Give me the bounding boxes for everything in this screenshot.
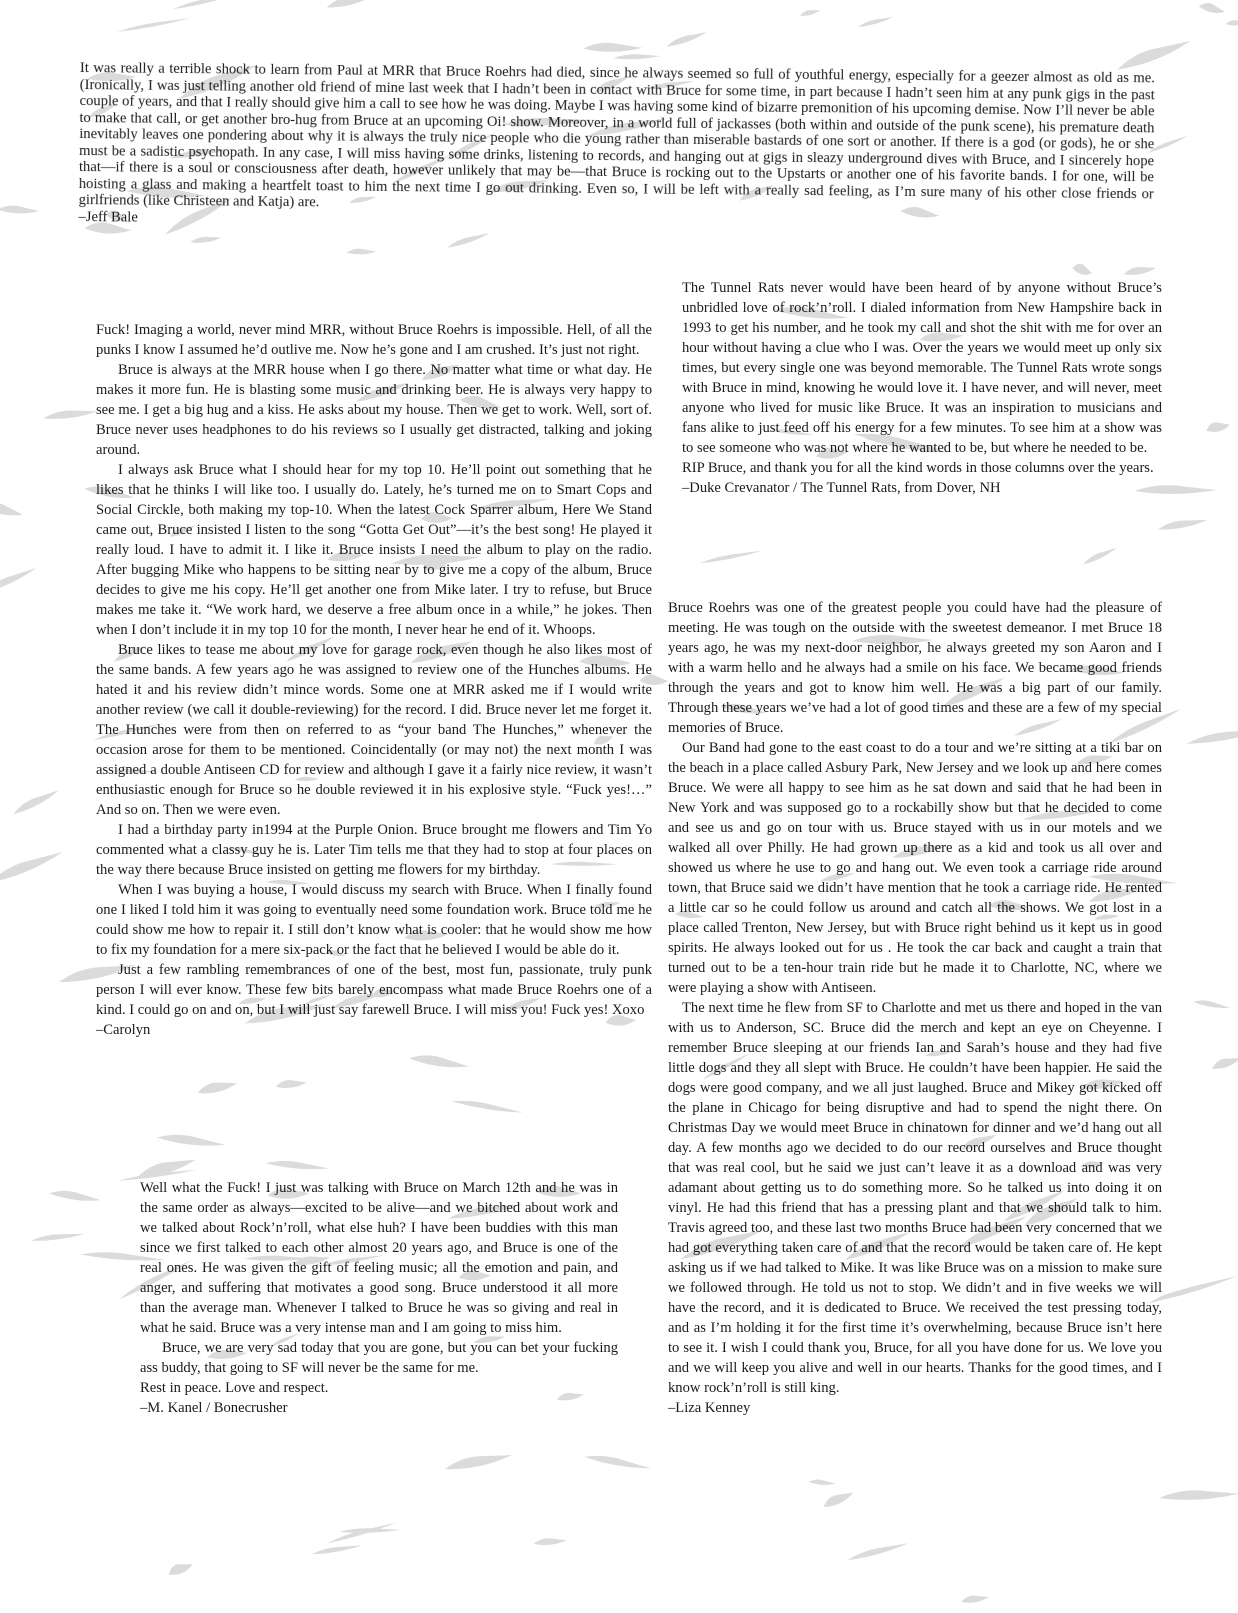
texture-stroke	[346, 247, 376, 255]
texture-stroke	[0, 845, 64, 887]
texture-stroke	[665, 28, 707, 50]
texture-stroke	[1225, 19, 1238, 27]
signature: –M. Kanel / Bonecrusher	[140, 1400, 288, 1416]
texture-stroke	[584, 1453, 652, 1470]
letter-duke-crevanator	[682, 278, 1162, 498]
closing-line: Rest in peace. Love and respect.	[140, 1380, 329, 1396]
texture-stroke	[0, 501, 24, 518]
texture-stroke	[533, 1536, 567, 1548]
texture-stroke	[326, 1520, 397, 1546]
texture-stroke	[1198, 2, 1226, 15]
texture-stroke	[1072, 262, 1094, 276]
texture-stroke	[157, 1133, 226, 1148]
texture-stroke	[166, 1558, 194, 1579]
signature: –Carolyn	[96, 1022, 151, 1038]
paragraph: The next time he flew from SF to Charlotte and met us there and hoped in the van with us to Anderson, SC. Bruce did the merch and kept an eye on Cheyenne. I remember Bruce sleeping at our friends Ian and Sarah’s house and they had five little dogs and they all slept with Bruce. He couldn’t have been happier. He said the dogs were good company, and we all just laughed. Bruce and Mikey got kicked off the plane in Chicago for being disruptive and had to spend the night there. On Christmas Day we would meet Bruce in chinatown for dinner and we’d hang out all day. A few months ago we decided to do our record ourselves and Bruce thought that was real cool, but he said we just can’t leave it as a download and was very adamant about getting us to do something more. So he talked us into doing it on vinyl. He had this friend that has a pressing plant and that we should talk to him. Travis agreed too, and these last two months Bruce had been very concerned that we had got everything taken care of and that the record would be taken care of. He kept asking us if we had talked to Mike. It was like Bruce was on a mission to make sure we followed through. He told us not to stop. We didn’t and in five weeks we will have the record, and it is dedicated to Bruce. We received the test pressing today, and as I’m holding it for the first time it’s overwhelming, because Bruce isn’t here to see it. I wish I could thank you, Bruce, for all you have done for us. We love you and we will keep you alive and well in our hearts. Thanks for the good times, and I know rock’n’roll is still king.	[668, 1000, 1162, 1396]
letter-m-kanel	[140, 1178, 618, 1418]
paragraph: RIP Bruce, and thank you for all the kind words in those columns over the years.	[682, 460, 1154, 476]
texture-stroke	[809, 1479, 836, 1485]
paragraph: I had a birthday party in1994 at the Purple Onion. Bruce brought me flowers and Tim Yo commented what a classy guy he is. Later Tim tells me that they had to stop at four places on the way there because Bruce insisted on getting me flowers for my birthday.	[96, 822, 652, 878]
texture-stroke	[1210, 1052, 1238, 1073]
paragraph: Well what the Fuck! I just was talking with Bruce on March 12th and he was in the same order as always—excited to be alive—and we bitched about work and we talked about Rock’n’roll, what else huh? I have been buddies with this man since we first talked to each other almost 20 years ago, and Bruce is one of the real ones. He was given the gift of feeling music; all the emotion and pain, and anger, and suffering that motivates a good song. Bruce understood it all more than the average man. Whenever I talked to Bruce he was so giving and real in what he said. Bruce was a very intense man and I am going to miss him.	[140, 1180, 618, 1336]
texture-stroke	[451, 1098, 523, 1114]
paragraph: Just a few rambling remembrances of one of the best, most fun, passionate, truly punk person I will ever know. These few bits barely encompass what made Bruce Roehrs one of a kind. I could go on and on, but I will just say farewell Bruce. I will miss you! Fuck yes! Xoxo	[96, 962, 652, 1018]
paragraph: Bruce Roehrs was one of the greatest people you could have had the pleasure of meeting. He was tough on the outside with the sweetest demeanor. I met Bruce 18 years ago, he was my next-door neighbor, he always greeted my son Aaron and I with a warm hello and he always had a smile on his face. We became good friends through the years and got to know him well. He was a big part of our family. Through these years we’ve had a lot of good times and these are a few of my special memories of Bruce.	[668, 600, 1162, 736]
texture-stroke	[30, 1230, 85, 1243]
paragraph: The Tunnel Rats never would have been heard of by anyone without Bruce’s unbridled love of rock’n’roll. I dialed information from New Hampshire back in 1993 to get his number, and he took my call and shot the shit with me for over an hour without having a clue who I was. Over the years we would meet up only six times, but every single one was beyond memorable. The Tunnel Rats wrote songs with Bruce in mind, knowing he would love it. I have never, and will never, meet anyone who lived for music like Bruce. It was an inspiration to musicians and fans alike to just feed off his energy for a few minutes. To see him at a show was to see someone who was not where he wanted to be, but where he needed to be.	[682, 280, 1162, 456]
texture-stroke	[446, 229, 490, 250]
texture-stroke	[857, 14, 894, 29]
paragraph: Fuck! Imaging a world, never mind MRR, without Bruce Roehrs is impossible. Hell, of all the punks I know I assumed he’d outlive me. Now he’s gone and I am crushed. It’s just not right.	[96, 322, 652, 358]
texture-stroke	[821, 1487, 855, 1512]
paragraph: I always ask Bruce what I should hear for my top 10. He’ll point out something that he likes that he thinks I will like too. I usually do. Lately, he’s turned me on to Smart Cops and Social Circkle, both making my top-10. When the latest Cock Sparrer album, Here We Stand came out, Bruce insisted I listen to the song “Gotta Get Out”—it’s the best song! He played it really loud. I have to admit it. I like it. Bruce insists I need the album to play on the radio. After bugging Mike who happens to be sitting near by to give me a copy of the album, Bruce decides to give me his copy. He’ll get another one from Mike later. I try to refuse, but Bruce makes me take it. “We work hard, we deserve a free album once in a while,” he jokes. Then when I don’t include it in my top 10 for the month, I never hear he end of it. Whoops.	[96, 462, 652, 638]
letter-body: It was really a terrible shock to learn from Paul at MRR that Bruce Roehrs had died, since he always seemed so full of youthful energy, especially for a geezer almost as old as me. (Ironically, I was just telling another old friend of mine last week that I hadn’t been in contact with Bruce for some time, in part because I hadn’t seen him at any punk gigs in the past couple of years, and that I really should give him a call to see how he was doing. Maybe I was having some kind of bizarre premonition of his upcoming demise. Now I’ll never be able to make that call, or get another bro-hug from Bruce at an upcoming Oi! show. Moreover, in a world full of jackasses (both within and outside of the punk scene), his premature death inevitably leaves one pondering about why it is always the truly nice people who die young rather than miserable bastards of one sort or another. If there is a god (or gods), he or she must be a sadistic psychopath. In any case, I will miss having some drinks, listening to records, and hanging out at gigs in sleazy underground dives with Bruce, and I sincerely hope that—if there is a soul or consciousness after death, however unlikely that may be—that Bruce is rocking out to the Upstarts or another one of his favorite bands. I for one, will be hoisting a glass and making a heartfelt toast to him the next time I go out drinking. Even so, I will be left with a really sad feeling, as I’m sure many of his other close friends or girlfriends (like Christeen and Katja) are.	[78, 60, 1155, 211]
letter-carolyn	[96, 320, 652, 1040]
texture-stroke	[0, 206, 40, 214]
texture-stroke	[699, 548, 763, 566]
texture-stroke	[265, 1160, 330, 1171]
texture-stroke	[190, 234, 222, 246]
texture-stroke	[275, 1077, 307, 1091]
texture-stroke	[325, 0, 377, 12]
texture-stroke	[847, 1539, 909, 1563]
texture-stroke	[1155, 1272, 1238, 1303]
signature: –Liza Kenney	[668, 1400, 751, 1416]
texture-stroke	[1186, 724, 1238, 748]
paragraph: Bruce likes to tease me about my love for garage rock, even though he also likes most of the same bands. A few years ago he was assigned to review one of the Hunches albums. He hated it and his review didn’t mince words. Some one at MRR asked me if I would write another review (we call it double-reviewing) for the record. I did. Bruce never let me forget it. The Hunches were from then on referred to as “your band The Hunches,” whenever the occasion arose for them to be mentioned. Coincidentally (or may not) the next month I was assigned a double Antiseen CD for review and although I gave it a fairly nice review, it wasn’t enthusiastic enough for Bruce so he double reviewed it in his explosive style. “Fuck yes!…” And so on. Then we were even.	[96, 642, 652, 818]
texture-stroke	[409, 1053, 470, 1069]
texture-stroke	[311, 1542, 362, 1557]
texture-stroke	[172, 0, 235, 11]
paragraph: Our Band had gone to the east coast to do a tour and we’re sitting at a tiki bar on the beach in a place called Asbury Park, New Jersey and we look up and here comes Bruce. We were all happy to see him as he sat down and said that he had been in New York and was supposed go to a rockabilly show but that he decided to come and see us and go on tour with us. Bruce stayed with us in our motels and we walked all over Philly. He had grown up there as a kid and took us all over and showed us where he use to go and hang out. We even took a carriage ride around town, that Bruce said we didn’t have mention that he took a carriage ride. He rented a little car so he could follow us around and catch all the shows. We got lost in a place called Trenton, New Jersey, but with Bruce right behind us it kept us in good spirits. He always looked out for us . He took the car back and caught a train that turned out to be a ten-hour train ride but he made it to Charlotte, NC, where we were playing a show with Antiseen.	[668, 740, 1162, 996]
texture-stroke	[1157, 515, 1208, 533]
paragraph: Bruce, we are very sad today that you are gone, but you can bet your fucking ass buddy, that going to SF will never be the same for me.	[140, 1340, 618, 1376]
letter-liza-kenney	[668, 598, 1162, 1418]
texture-stroke	[613, 53, 660, 61]
letter-jeff-bale	[78, 60, 1155, 235]
texture-stroke	[1192, 999, 1230, 1010]
texture-stroke	[196, 1076, 238, 1097]
texture-stroke	[1115, 34, 1192, 75]
texture-stroke	[1082, 544, 1118, 566]
texture-stroke	[43, 406, 98, 422]
signature: –Duke Crevanator / The Tunnel Rats, from Dover, NH	[682, 480, 1001, 496]
texture-stroke	[0, 563, 38, 597]
texture-stroke	[583, 41, 643, 53]
texture-stroke	[1205, 418, 1231, 435]
texture-stroke	[11, 785, 59, 817]
texture-stroke	[960, 1592, 989, 1605]
paragraph: Bruce is always at the MRR house when I go there. No matter what time or what day. He makes it more fun. He is blasting some music and drinking beer. He is always very happy to see me. I get a big hug and a kiss. He asks about my house. Then we get to work. Well, sort of. Bruce never uses headphones to do his reviews so I usually get distracted, talking and joking around.	[96, 362, 652, 458]
signature: –Jeff Bale	[78, 208, 138, 226]
texture-stroke	[1158, 1487, 1238, 1503]
texture-stroke	[799, 7, 821, 18]
texture-stroke	[49, 1189, 101, 1202]
paragraph: When I was buying a house, I would discuss my search with Bruce. When I finally found one I liked I told him it was going to eventually need some foundation work. Bruce told me he could show me how to repair it. I still don’t know what is cooler: that he would show me how to fix my foundation for a mere six-pack or the fact that he believed I would be able do it.	[96, 882, 652, 958]
texture-stroke	[444, 1448, 513, 1474]
texture-stroke	[117, 15, 192, 33]
texture-stroke	[1123, 263, 1157, 278]
